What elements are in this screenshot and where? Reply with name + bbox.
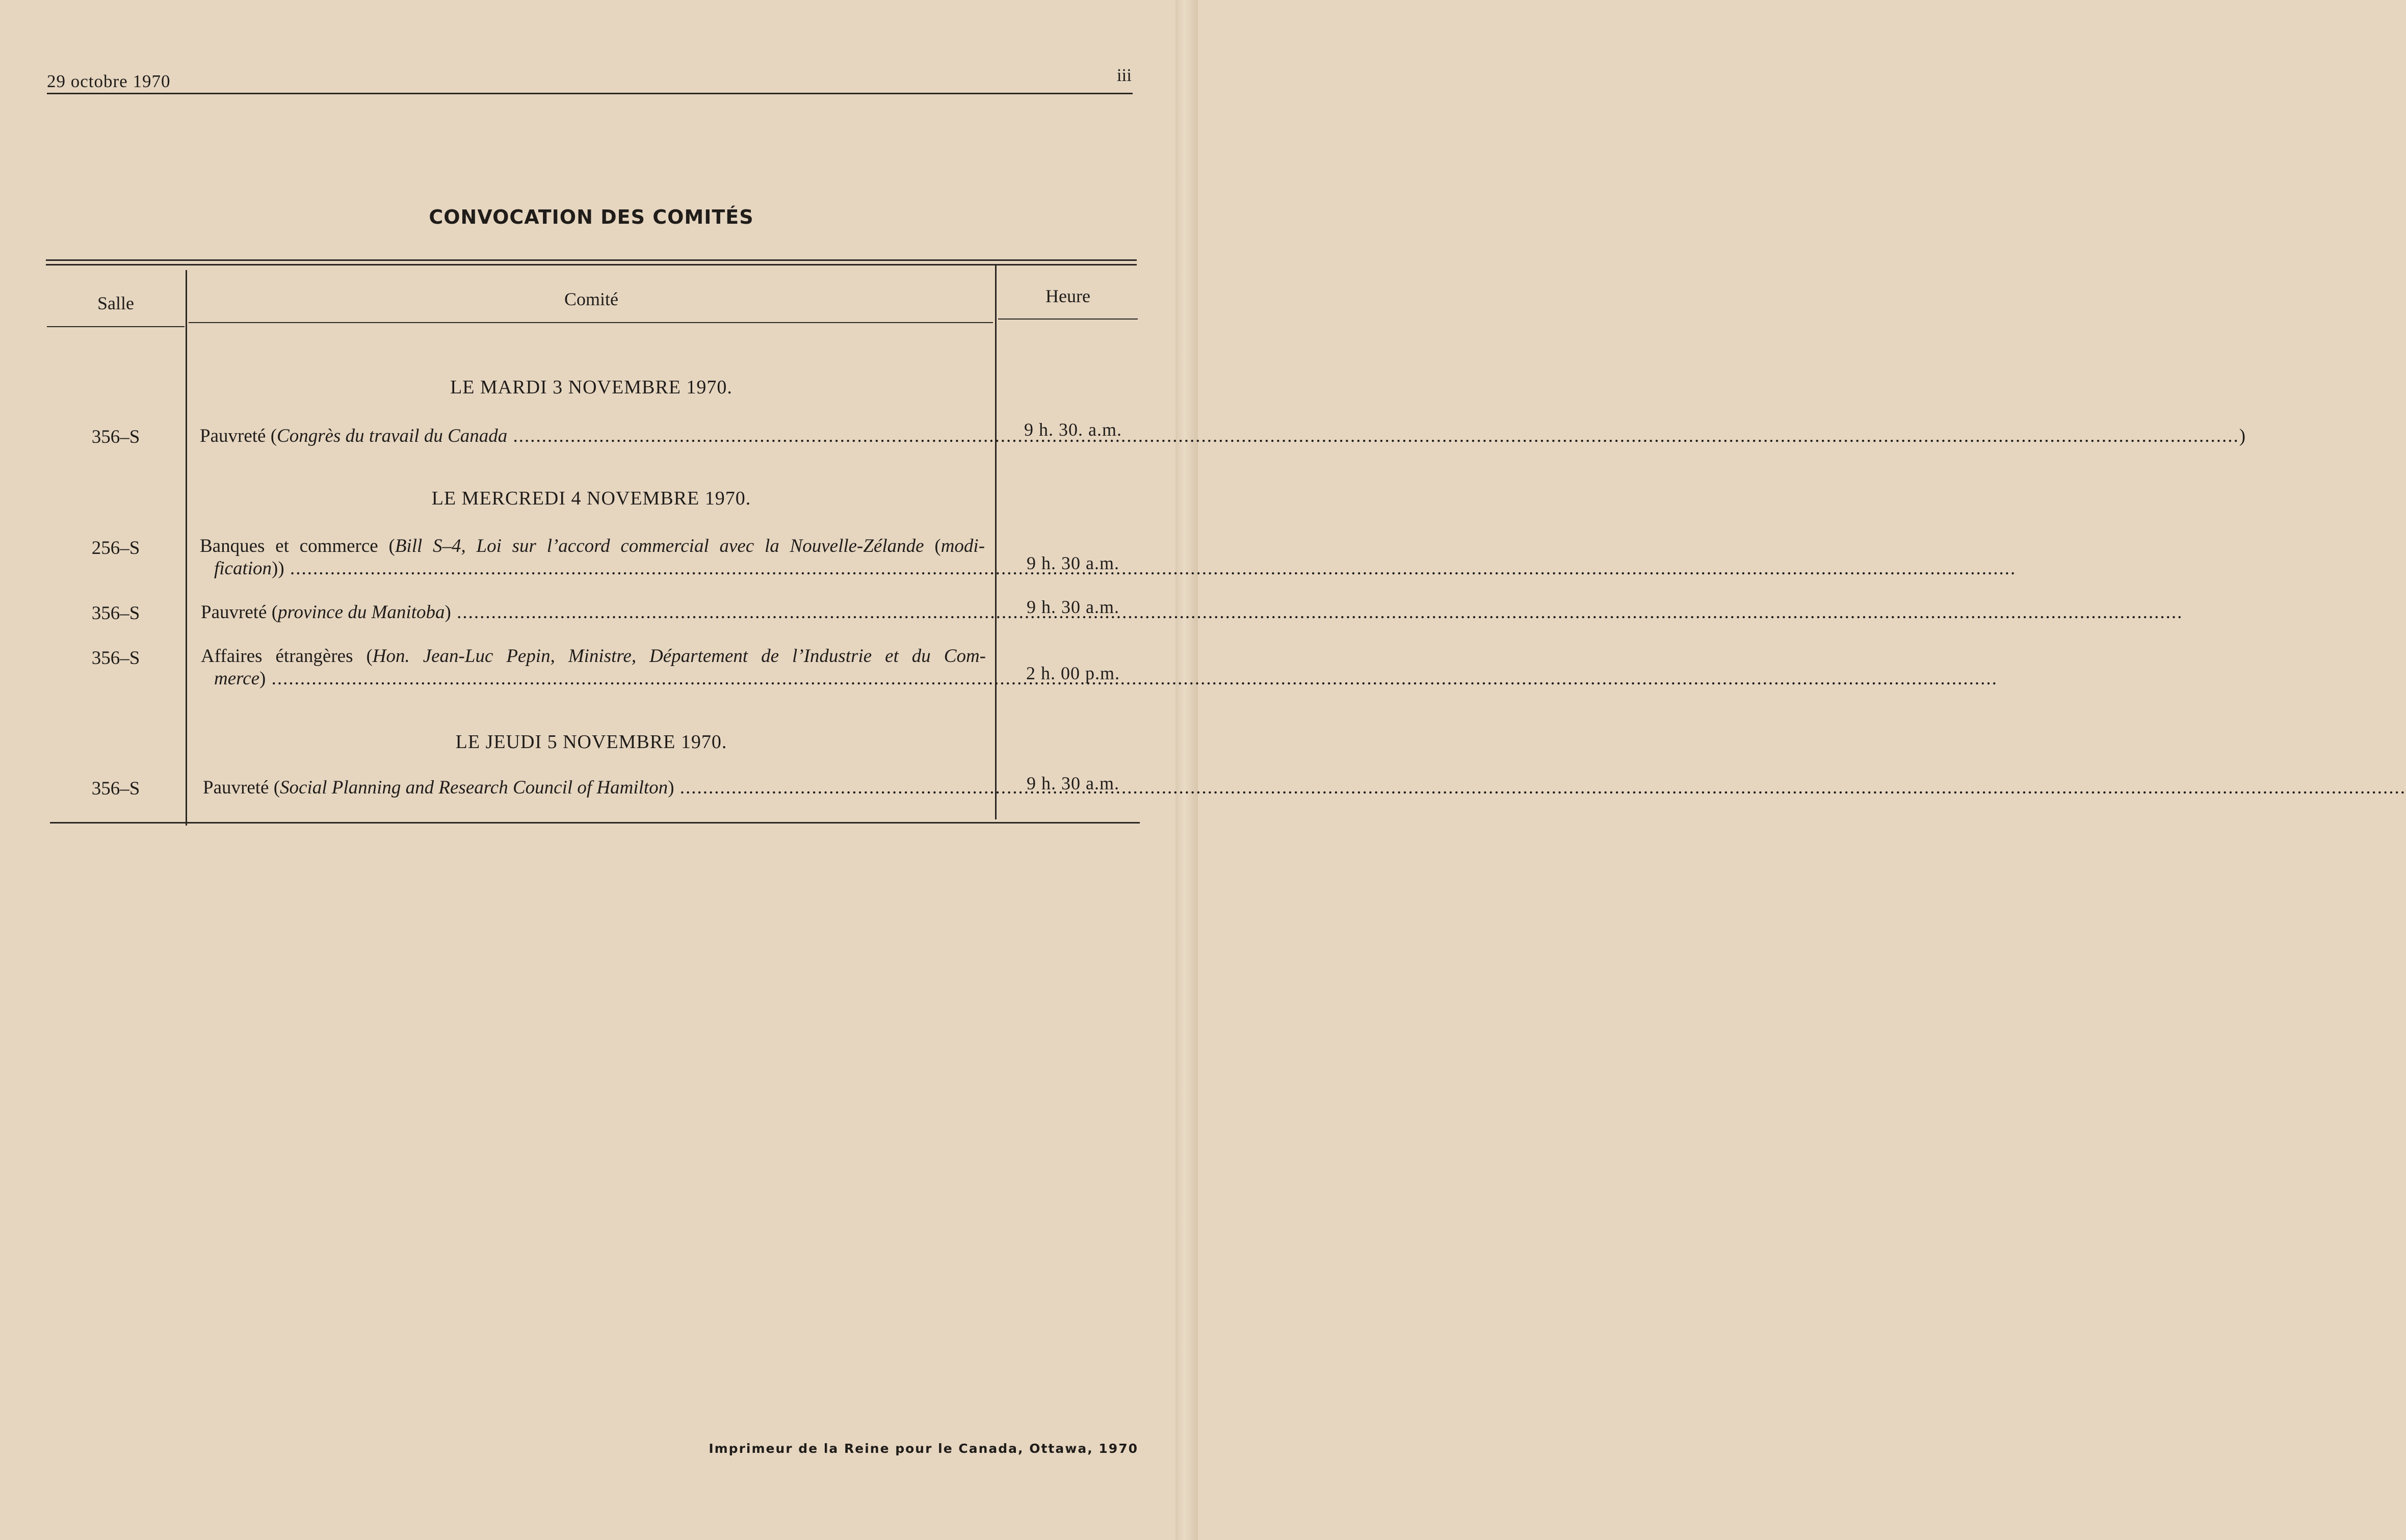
header-underline-heure xyxy=(998,318,1138,320)
committee-name: Pauvreté xyxy=(203,777,269,798)
page-number: iii xyxy=(1116,65,1132,85)
committee-name: Affaires étrangères xyxy=(201,646,353,667)
committee-name: Banques et commerce xyxy=(200,536,378,556)
committee-line: Pauvreté (Social Planning and Research Council of Hamilton) ..... xyxy=(203,777,988,799)
page-edge-shadow xyxy=(1175,0,1198,1540)
page-title: CONVOCATION DES COMITÉS xyxy=(429,206,754,228)
committee-line-continued: merce) ..... xyxy=(214,668,985,689)
header-underline-salle xyxy=(47,326,185,327)
committee-detail: Social Planning and Research Council of Hamilton xyxy=(280,777,668,798)
header-underline-comite xyxy=(189,322,993,323)
meeting-time: 9 h. 30. a.m. xyxy=(1024,419,1122,440)
committee-line: Pauvreté (Congrès du travail du Canada ..... ) xyxy=(200,425,985,447)
room-number: 356–S xyxy=(91,603,140,624)
column-divider-right xyxy=(995,264,997,819)
committee-line: Affaires étrangères (Hon. Jean-Luc Pepin, Ministre, Département de l’Industrie et du Com- xyxy=(201,646,986,667)
header-rule xyxy=(47,93,1133,94)
column-header-salle: Salle xyxy=(97,293,134,313)
column-divider-left xyxy=(186,270,187,826)
table-bottom-rule xyxy=(50,822,1140,824)
committee-line: Banques et commerce (Bill S–4, Loi sur l’accord commercial avec la Nouvelle-Zélande (modi- xyxy=(200,536,985,556)
day-heading: LE MARDI 3 NOVEMBRE 1970. xyxy=(450,377,733,398)
room-number: 356–S xyxy=(91,427,140,447)
day-heading: LE JEUDI 5 NOVEMBRE 1970. xyxy=(455,731,727,753)
meeting-time: 9 h. 30 a.m. xyxy=(1027,773,1119,793)
committee-detail: Bill S–4, Loi sur l’accord commercial avec la Nouvelle-Zélande xyxy=(395,536,924,556)
table-top-rule-2 xyxy=(46,264,1137,265)
committee-detail-hyphenated: modi- xyxy=(940,536,985,556)
printer-imprint: Imprimeur de la Reine pour le Canada, Ottawa, 1970 xyxy=(709,1441,1138,1456)
day-heading: LE MERCREDI 4 NOVEMBRE 1970. xyxy=(431,488,751,509)
column-header-comite: Comité xyxy=(564,289,618,309)
room-number: 356–S xyxy=(91,648,140,669)
committee-detail-continued: merce xyxy=(214,668,260,689)
committee-line: Pauvreté (province du Manitoba) ..... xyxy=(201,601,986,623)
committee-detail: Congrès du travail du Canada ..... xyxy=(277,426,2239,446)
committee-detail-continued: fication xyxy=(214,558,272,579)
committee-name: Pauvreté xyxy=(200,426,266,446)
room-number: 356–S xyxy=(91,778,140,799)
meeting-time: 2 h. 00 p.m. xyxy=(1026,663,1120,683)
column-header-heure: Heure xyxy=(1045,286,1090,306)
header-date: 29 octobre 1970 xyxy=(47,71,171,91)
room-number: 256–S xyxy=(91,538,140,559)
committee-name: Pauvreté xyxy=(201,602,267,623)
committee-line-continued: fication)) ..... xyxy=(214,557,985,579)
table-top-rule-1 xyxy=(46,259,1137,261)
meeting-time: 9 h. 30 a.m. xyxy=(1027,553,1119,573)
committee-detail: province du Manitoba xyxy=(278,602,445,623)
committee-detail: Hon. Jean-Luc Pepin, Ministre, Département de l’Industrie et du Com- xyxy=(372,646,986,667)
meeting-time: 9 h. 30 a.m. xyxy=(1027,597,1119,617)
